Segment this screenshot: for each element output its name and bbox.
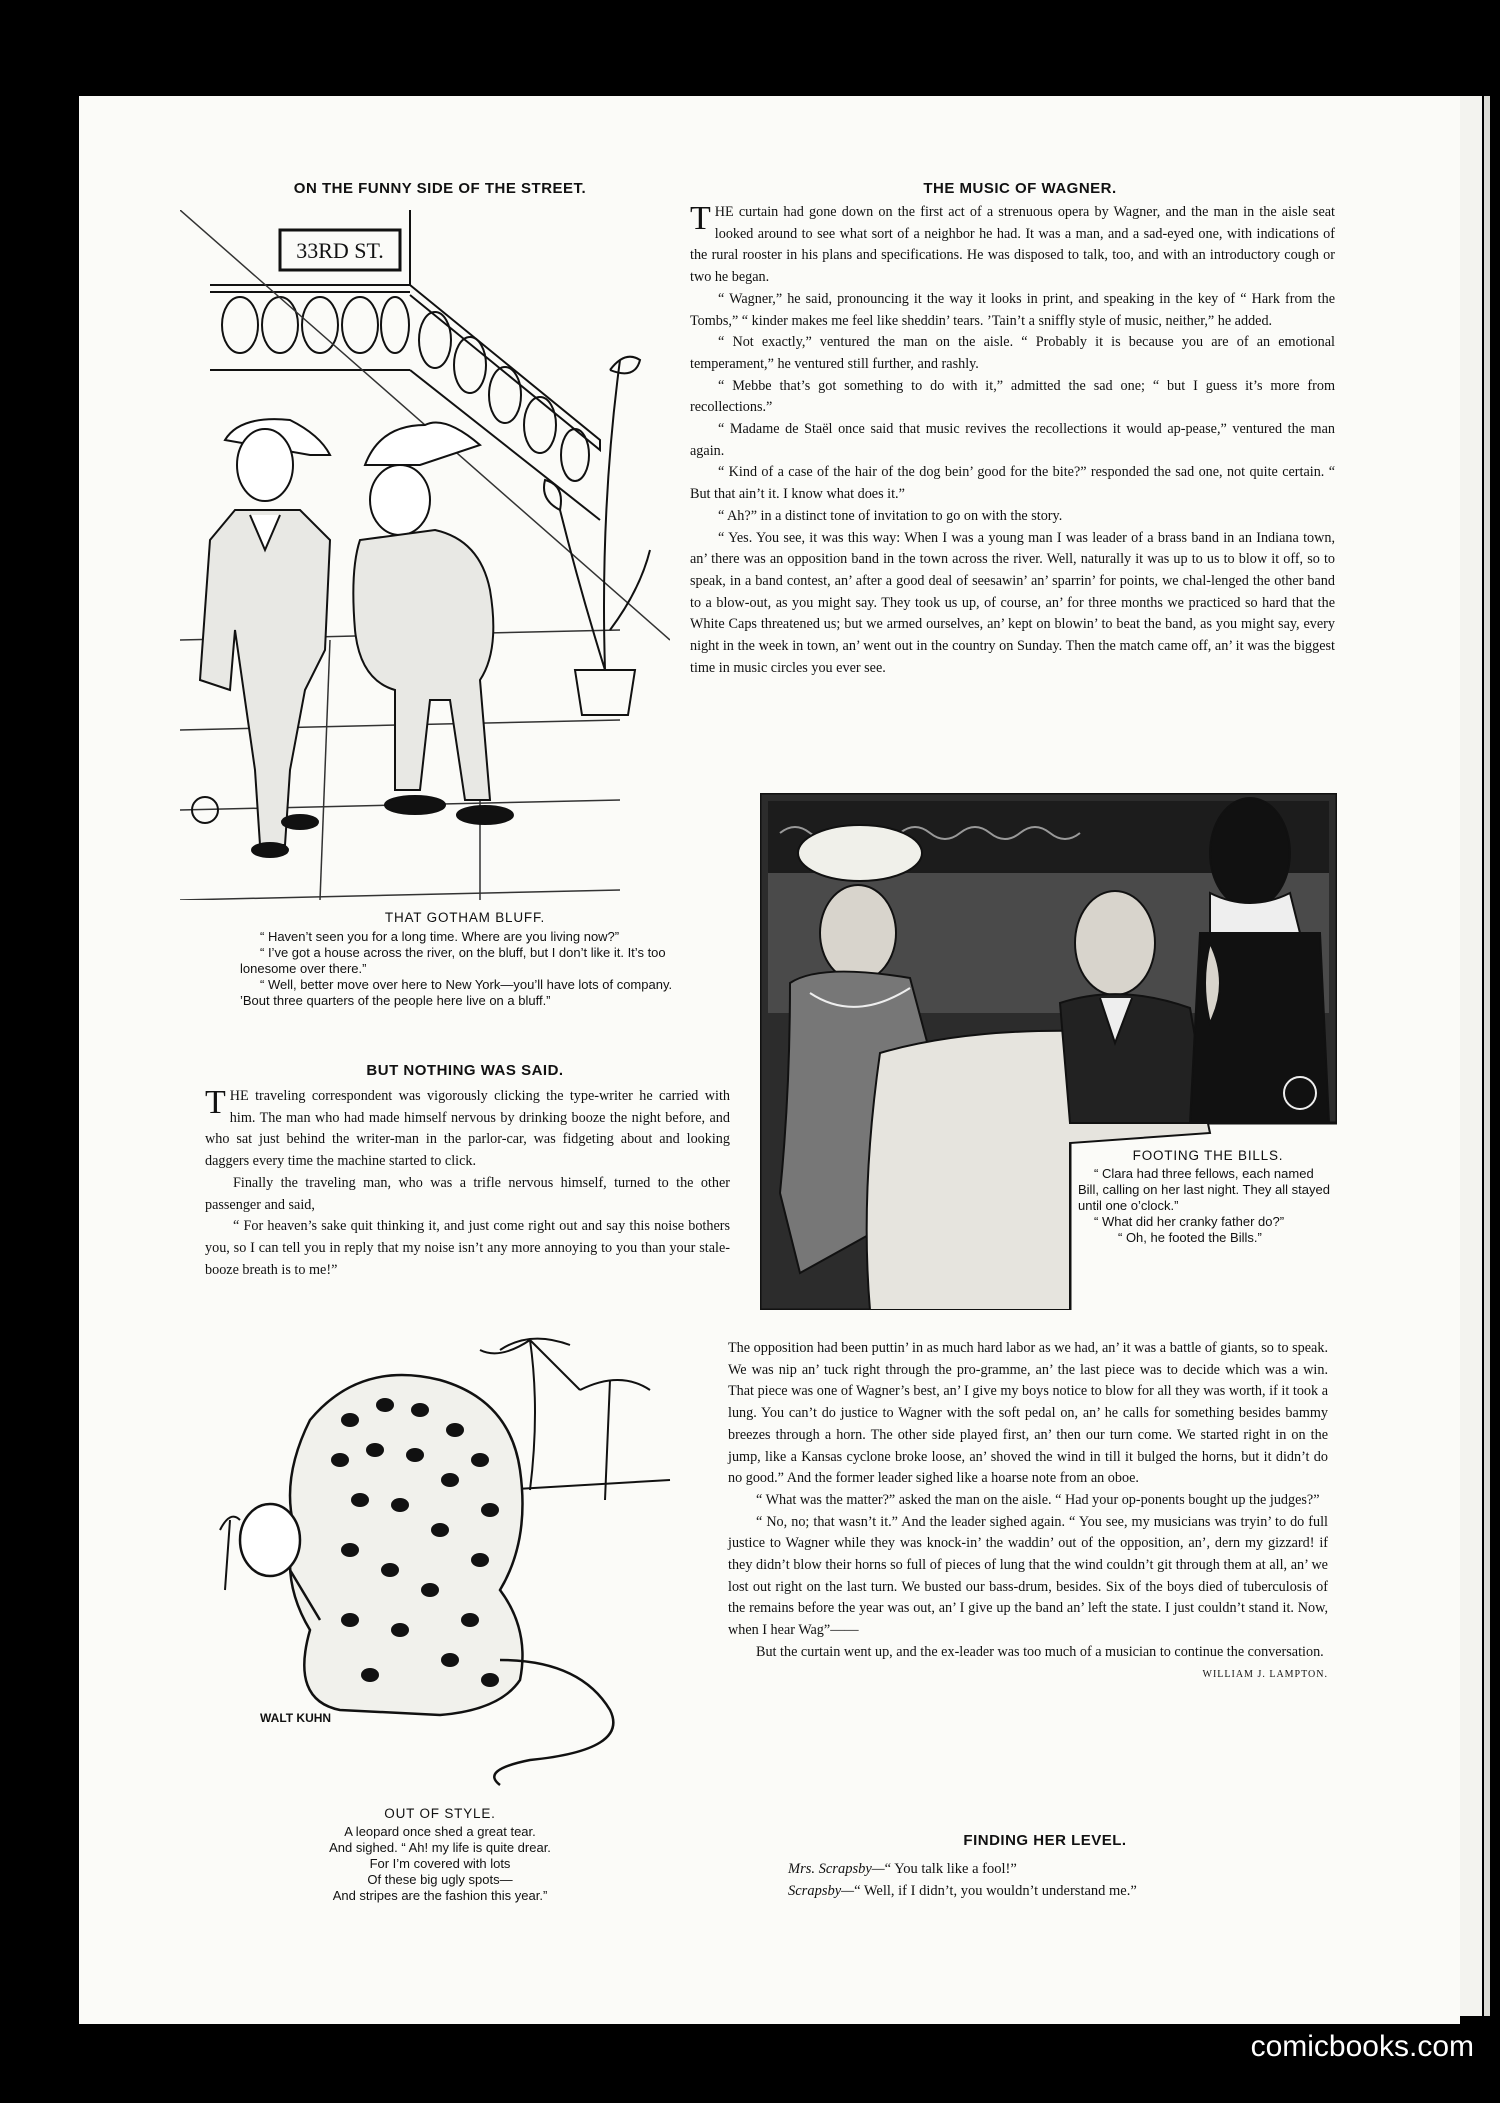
gotham-bluff-line: “ Haven’t seen you for a long time. Where are you living now?”: [260, 929, 620, 944]
footing-line: “ What did her cranky father do?”: [1094, 1214, 1285, 1229]
poem-line: A leopard once shed a great tear.: [344, 1824, 536, 1839]
gotham-bluff-title: THAT GOTHAM BLUFF.: [384, 910, 546, 925]
wagner-paragraph: “ Yes. You see, it was this way: When I was a young man I was leader of a brass band in an Indiana town, an’ there was an opposition band in the town across the river. Well, naturally it was up to us to blow it off, so to speak, in a band contest, an’ after a good deal of seesawin’ an’ sparrin’ for points, we chal-lenged the other band to a blow-out, as you might say. They took us up, of course, an’ for three months we practiced so hard that the White Caps threatened us; but we armed ourselves, an’ kept on blowin’ to beat the band, as you might say, every night in the week in town, an’ went out in the country on Sunday. Then the match came off, an’ it was the biggest time in music circles you ever see.: [690, 529, 1335, 676]
man-left-figure: [200, 419, 330, 857]
wagner-paragraph: “ Kind of a case of the hair of the dog bein’ good for the bite?” responded the sad one, not quite certain. “ But that ain’t it. I know what does it.”: [690, 464, 1335, 503]
wagner-paragraph: “ Mebbe that’s got something to do with it,” admitted the sad one; “ but I guess it’s more from recollections.”: [690, 377, 1335, 416]
street-sign-text: 33RD ST.: [296, 238, 384, 263]
potted-plant: [544, 357, 650, 715]
footing-line: “ Oh, he footed the Bills.”: [1118, 1230, 1262, 1245]
funny-side-title: ON THE FUNNY SIDE OF THE STREET.: [293, 180, 587, 197]
wagner-paragraph: “ No, no; that wasn’t it.” And the leader sighed again. “ You see, my musicians was tryin’ to do full justice to Wagner while they was knock-in’ the waddin’ out of the opposition, an’, dern my gizzard! if they didn’t blow their horns so full of pieces of lung that the wind couldn’t git through them at all, an’ we lost out right on the last turn. We busted our bass-drum, besides. Six of the boys died of tuberculosis of the remains before the year was out, an’ I give up the band an’ left the state. I just couldn’t stand it. Now, when I hear Wag”——: [728, 1513, 1328, 1639]
nothing-said-title: BUT NOTHING WAS SAID.: [366, 1062, 564, 1079]
wagner-paragraph: “ What was the matter?” asked the man on the aisle. “ Had your op-ponents bought up the judges?”: [756, 1491, 1320, 1508]
wagner-paragraph: But the curtain went up, and the ex-leader was too much of a musician to continue the conversation.: [756, 1643, 1324, 1660]
wagner-article-bottom: [728, 1338, 1328, 1685]
wagner-article-top: [690, 202, 1335, 679]
nothing-said-paragraph: Finally the traveling man, who was a trifle nervous himself, turned to the other passenger and said,: [205, 1174, 730, 1213]
wagner-title: THE MUSIC OF WAGNER.: [923, 180, 1117, 197]
dialogue-line: Mrs. Scrapsby—“ You talk like a fool!”: [788, 1861, 1017, 1877]
poem-line: And stripes are the fashion this year.”: [332, 1888, 548, 1903]
page-edge-shadow: [1484, 96, 1490, 2016]
artist-signature: WALT KUHN: [260, 1711, 332, 1725]
poem-line: For I’m covered with lots: [369, 1856, 511, 1871]
site-watermark: comicbooks.com: [1250, 2030, 1474, 2063]
nothing-said-paragraph: “ For heaven’s sake quit thinking it, and just come right out and say this noise bothers you, so I can tell you in reply that my noise isn’t any more annoying to you than your stale-booze breath is to me!”: [205, 1218, 730, 1278]
drop-cap: T: [205, 1084, 226, 1121]
out-of-style-title: OUT OF STYLE.: [384, 1806, 496, 1821]
poem-line: Of these big ugly spots—: [367, 1872, 513, 1887]
footing-bills-caption: [1078, 1148, 1338, 1246]
man-right-figure: [353, 423, 513, 825]
author-credit: WILLIAM J. LAMPTON.: [1202, 1668, 1328, 1680]
street-scene-illustration: [180, 210, 670, 900]
gotham-bluff-line: “ Well, better move over here to New York—you’ll have lots of company. ’Bout three quarters of the people here live on a bluff.”: [240, 977, 673, 1008]
out-of-style-caption: [240, 1806, 640, 1904]
finding-level-title: FINDING HER LEVEL.: [963, 1832, 1127, 1849]
gotham-bluff-caption: [240, 910, 690, 1009]
footing-line: “ Clara had three fellows, each named Bill, calling on her last night. They all stayed until one o’clock.”: [1078, 1166, 1330, 1213]
nothing-said-paragraph: THE traveling correspondent was vigorously clicking the type-writer he carried with him. The man who had made himself nervous by drinking booze the night before, and who sat just behind the writer-man in the parlor-car, was fidgeting about and looking daggers every time the machine started to click.: [205, 1084, 730, 1170]
dialogue-line: Scrapsby—“ Well, if I didn’t, you wouldn’t understand me.”: [788, 1883, 1137, 1899]
nothing-said-article: [205, 1086, 730, 1281]
wagner-paragraph: “ Wagner,” he said, pronouncing it the way it looks in print, and speaking in the key of “ Hark from the Tombs,” “ kinder makes me feel like sheddin’ tears. ’Tain’t a sniffly style of music, neither,” he added.: [690, 290, 1335, 329]
wagner-paragraph: The opposition had been puttin’ in as much hard labor as we had, an’ it was a battle of giants, so to speak. We was nip an’ tuck right through the pro-gramme, an’ the last piece was to decide which was a win. That piece was one of Wagner’s best, an’ I give my boys notice to blow for all they was worth, if it took a lung. You can’t do justice to Wagner with the soft pedal on, an’ he calls for something besides bammy breezes through a horn. The other side played first, an’ then our turn come. We started right in on the jump, like a Kansas cyclone broke loose, an’ shoved the wind in till it bulged the horns, but it didn’t do no good.” And the former leader sighed like a hoarse note from an oboe.: [728, 1340, 1328, 1487]
footing-bills-title: FOOTING THE BILLS.: [1132, 1148, 1284, 1163]
wagner-paragraph: “ Madame de Staël once said that music revives the recollections it would ap-pease,” ventured the man again.: [690, 421, 1335, 459]
drop-cap: T: [690, 200, 711, 237]
wagner-paragraph: “ Not exactly,” ventured the man on the aisle. “ Probably it is because you are of an emotional temperament,” he ventured still further, and rashly.: [690, 334, 1335, 372]
wagner-paragraph: “ Ah?” in a distinct tone of invitation to go on with the story.: [718, 507, 1063, 524]
finding-level-dialogue: [788, 1858, 1328, 1902]
wagner-paragraph: THE curtain had gone down on the first act of a strenuous opera by Wagner, and the man in the aisle seat looked around to see what sort of a neighbor he had. It was a man, and a sad-eyed one, with indications of the rural rooster in his plans and specifications. He was disposed to talk, too, and with an introductory cough or two he began.: [690, 200, 1335, 286]
gotham-bluff-line: “ I’ve got a house across the river, on the bluff, but I don’t like it. It’s too lonesome over there.”: [240, 945, 666, 976]
leopard-illustration: [200, 1330, 690, 1800]
poem-line: And sighed. “ Ah! my life is quite drear.: [329, 1840, 551, 1855]
next-page-edge: [1460, 96, 1482, 2016]
